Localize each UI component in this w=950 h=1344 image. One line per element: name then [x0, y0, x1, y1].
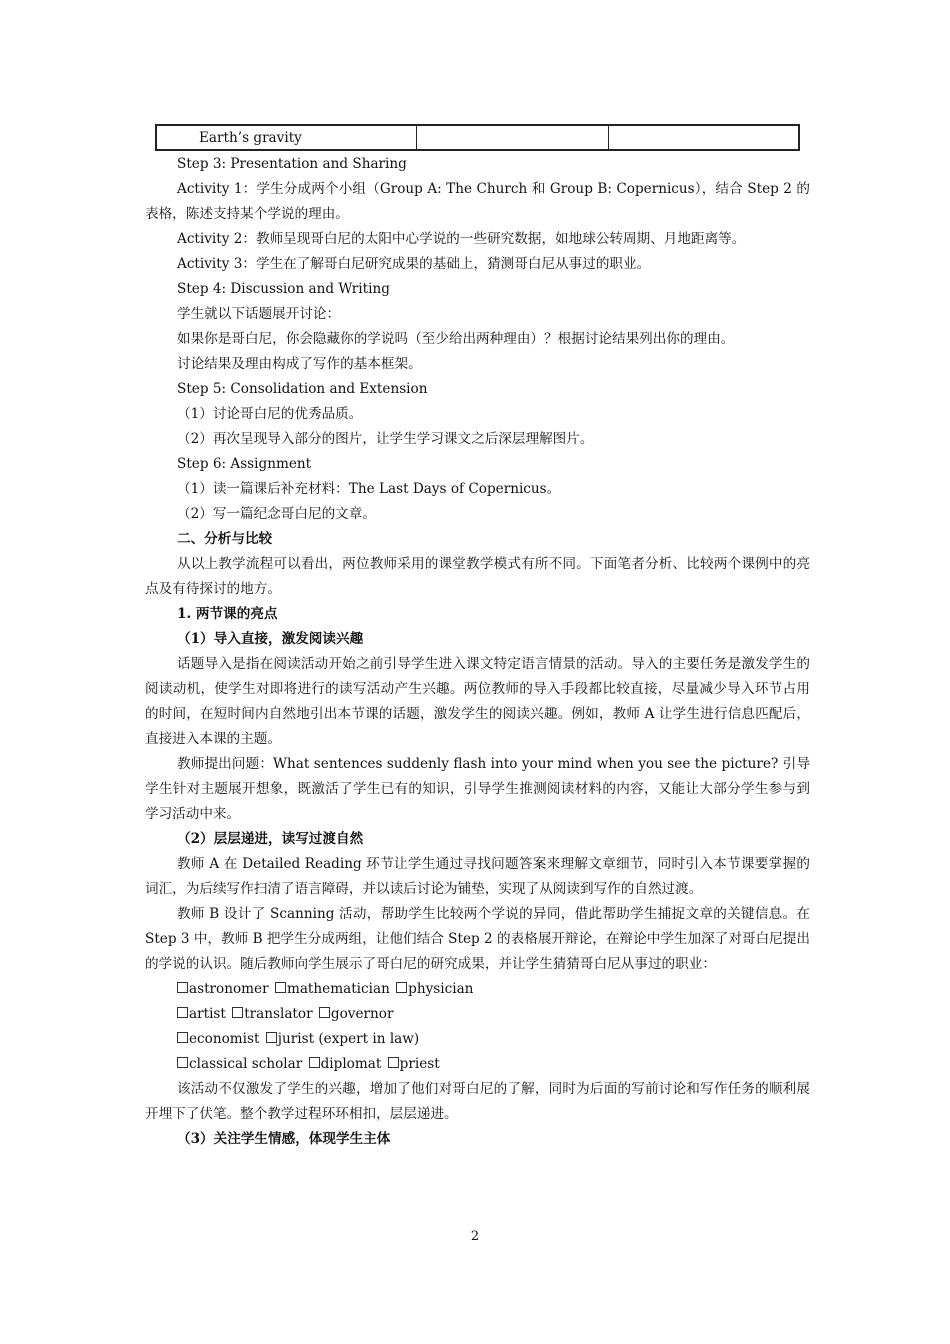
paragraph: （2）再次呈现导入部分的图片，让学生学习课文之后深层理解图片。: [177, 431, 594, 447]
checkbox-icon: [266, 1032, 277, 1043]
section-heading: （2）层层递进，读写过渡自然: [177, 831, 364, 847]
checkbox-icon: [177, 1057, 188, 1068]
table-cell: [609, 126, 798, 149]
paragraph: 话题导入是指在阅读活动开始之前引导学生进入课文特定语言情景的活动。导入的主要任务是激发学生的阅读动机，使学生对即将进行的读写活动产生兴趣。两位教师的导入手段都比较直接，尽量减少导入环节占用的时间，在短时间内自然地引出本节课的话题，激发学生的阅读兴趣。例如，教师 A 让学生进行信息匹配后，直接进入本课的主题。: [145, 656, 810, 747]
checkbox-icon: [177, 982, 188, 993]
checkbox-icon: [388, 1057, 399, 1068]
paragraph: 如果你是哥白尼，你会隐藏你的学说吗（至少给出两种理由）？根据讨论结果列出你的理由。: [177, 331, 735, 347]
checklist-item-label: governor: [330, 1006, 394, 1022]
table-row: [155, 124, 800, 151]
checklist-line: [145, 1002, 810, 1027]
checkbox-icon: [319, 1007, 330, 1018]
checklist-item-label: priest: [399, 1056, 440, 1072]
paragraph: 学生就以下话题展开讨论：: [177, 306, 341, 322]
checklist-item-label: artist: [189, 1006, 226, 1022]
checklist-item-label: jurist (expert in law): [277, 1031, 420, 1047]
table-cell: Earth’s gravity: [157, 126, 417, 149]
paragraph: （1）讨论哥白尼的优秀品质。: [177, 406, 363, 422]
paragraph: Step 6: Assignment: [177, 456, 312, 472]
paragraph: 从以上教学流程可以看出，两位教师采用的课堂教学模式有所不同。下面笔者分析、比较两个课例中的亮点及有待探讨的地方。: [145, 556, 810, 597]
paragraph: （2）写一篇纪念哥白尼的文章。: [177, 506, 376, 522]
occupation-checklist: [145, 977, 810, 1077]
table-cell: [417, 126, 609, 149]
paragraph: 讨论结果及理由构成了写作的基本框架。: [177, 356, 422, 372]
checkbox-icon: [177, 1032, 188, 1043]
checklist-line: [145, 1027, 810, 1052]
section-heading: 二、分析与比较: [177, 531, 273, 547]
checklist-item-label: physician: [408, 981, 474, 997]
section-heading: （3）关注学生情感，体现学生主体: [177, 1131, 391, 1147]
checklist-item-label: economist: [189, 1031, 260, 1047]
page-number: 2: [470, 1229, 480, 1244]
paragraph-list: [145, 152, 810, 977]
checklist-item-label: classical scholar: [189, 1056, 303, 1072]
checkbox-icon: [177, 1007, 188, 1018]
paragraph: Step 4: Discussion and Writing: [177, 281, 390, 297]
section-heading: 1. 两节课的亮点: [177, 606, 278, 622]
checkbox-icon: [309, 1057, 320, 1068]
checkbox-icon: [396, 982, 407, 993]
paragraph: （1）读一篇课后补充材料：The Last Days of Copernicus。: [177, 481, 561, 497]
paragraph: Step 5: Consolidation and Extension: [177, 381, 428, 397]
paragraph: Step 3: Presentation and Sharing: [177, 156, 407, 172]
paragraph: Activity 3：学生在了解哥白尼研究成果的基础上，猜测哥白尼从事过的职业。: [177, 256, 651, 272]
closing-paragraphs: [145, 1077, 810, 1152]
checklist-item-label: astronomer: [189, 981, 269, 997]
body-text: [145, 152, 810, 1152]
paragraph: 教师提出问题：What sentences suddenly flash into your mind when you see the picture? 引导学生针对主题展开想象，既激活了学生已有的知识，引导学生推测阅读材料的内容，又能让大部分学生参与到学习活动中来。: [145, 756, 810, 822]
checklist-item-label: diplomat: [320, 1056, 382, 1072]
checklist-item-label: mathematician: [286, 981, 390, 997]
paragraph: Activity 1：学生分成两个小组（Group A: The Church 和 Group B: Copernicus），结合 Step 2 的表格，陈述支持某个学说的理由。: [145, 181, 810, 222]
paragraph: 教师 B 设计了 Scanning 活动，帮助学生比较两个学说的异同，借此帮助学生捕捉文章的关键信息。在 Step 3 中，教师 B 把学生分成两组，让他们结合 Step 2 的表格展开辩论，在辩论中学生加深了对哥白尼提出的学说的认识。随后教师向学生展示了哥白尼的研究成果，并让学生猜猜哥白尼从事过的职业：: [145, 906, 810, 972]
checklist-line: [145, 1052, 810, 1077]
checkbox-icon: [275, 982, 286, 993]
paragraph: Activity 2：教师呈现哥白尼的太阳中心学说的一些研究数据，如地球公转周期、月地距离等。: [177, 231, 746, 247]
paragraph: 该活动不仅激发了学生的兴趣，增加了他们对哥白尼的了解，同时为后面的写前讨论和写作任务的顺利展开埋下了伏笔。整个教学过程环环相扣，层层递进。: [145, 1081, 810, 1122]
checklist-line: [145, 977, 810, 1002]
checkbox-icon: [232, 1007, 243, 1018]
paragraph: 教师 A 在 Detailed Reading 环节让学生通过寻找问题答案来理解文章细节，同时引入本节课要掌握的词汇，为后续写作扫清了语言障碍，并以读后讨论为铺垫，实现了从阅读到写作的自然过渡。: [145, 856, 810, 897]
section-heading: （1）导入直接，激发阅读兴趣: [177, 631, 364, 647]
checklist-item-label: translator: [244, 1006, 313, 1022]
